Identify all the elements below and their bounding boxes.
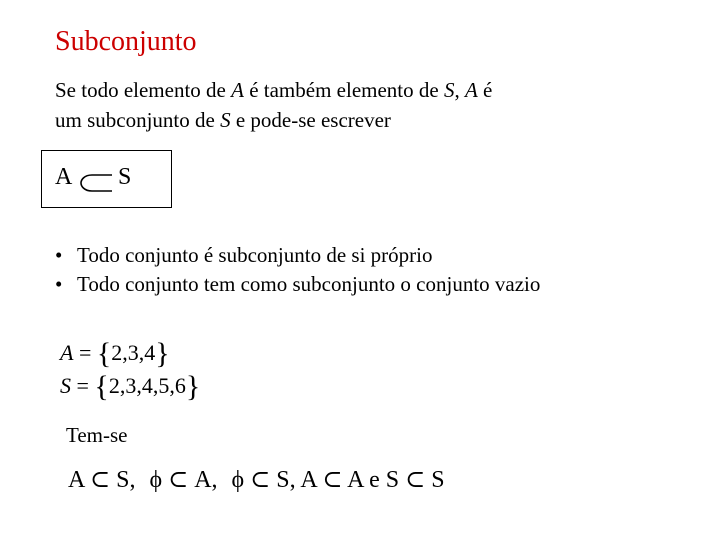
box-set-a: A — [55, 164, 73, 190]
set-elements: 2,3,4,5,6 — [108, 373, 186, 398]
set-s-definition: S = {2,3,4,5,6} — [60, 370, 201, 403]
bullet-icon: • — [55, 272, 63, 296]
definition-text: e pode-se escrever — [230, 108, 391, 132]
tem-se-label: Tem-se — [66, 423, 128, 447]
definition-text: Se todo elemento de — [55, 78, 232, 102]
set-a-italic: A — [231, 78, 244, 102]
definition-text: é — [477, 78, 493, 102]
box-set-s: S — [118, 164, 132, 190]
subset-symbol-icon — [78, 172, 114, 194]
set-a-definition: A = {2,3,4} — [60, 337, 170, 370]
definition-line-1 — [55, 78, 492, 103]
bullet-text: Todo conjunto é subconjunto de si próprio — [77, 243, 433, 267]
definition-line-2 — [55, 108, 391, 133]
set-a-italic: A — [464, 78, 478, 102]
set-elements: 2,3,4 — [111, 340, 156, 365]
bullet-item — [55, 243, 432, 268]
relation-conjunction: e — [369, 467, 380, 493]
set-s-italic: S — [220, 108, 231, 132]
slide-title: Subconjunto — [55, 26, 197, 57]
definition-text: é também elemento de — [243, 78, 444, 102]
relation: S ⊂ S — [385, 467, 445, 493]
bullet-text: Todo conjunto tem como subconjunto o conjunto vazio — [77, 272, 541, 296]
definition-text: um subconjunto de — [55, 108, 221, 132]
bullet-icon: • — [55, 243, 63, 267]
set-name: S — [60, 373, 71, 398]
relation: ϕ ⊂ S, — [231, 467, 296, 493]
subset-relations — [68, 465, 445, 494]
relation: A ⊂ A — [300, 467, 364, 493]
definition-text: , — [454, 78, 465, 102]
relation: A ⊂ S, — [68, 467, 136, 493]
bullet-item — [55, 272, 540, 297]
set-name: A — [60, 340, 74, 365]
relation: ϕ ⊂ A, — [149, 467, 218, 493]
set-s-italic: S — [443, 78, 455, 102]
